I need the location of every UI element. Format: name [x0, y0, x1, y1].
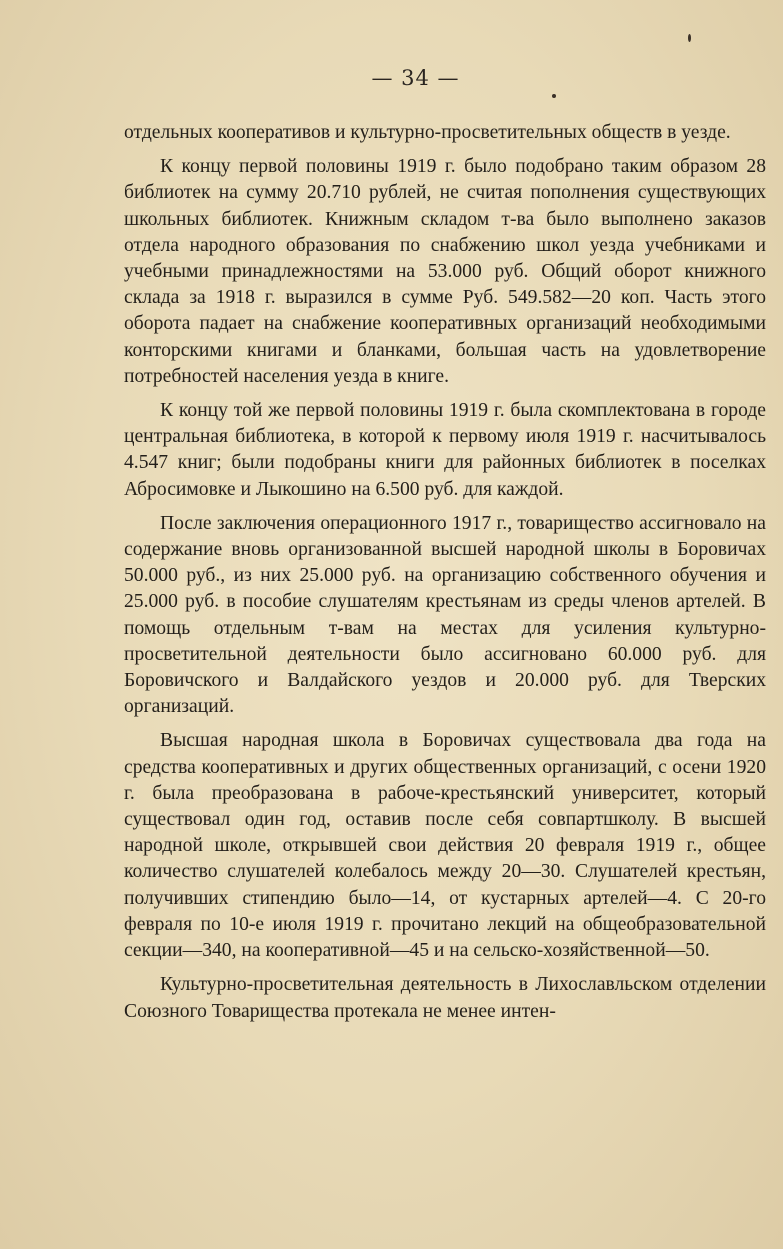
ink-speck	[688, 34, 691, 42]
paragraph: Культурно-просветительная деятельность в Лихославльском отделении Союзного Товарищества протекала не менее интен-	[124, 974, 766, 1022]
page-number: — 34 —	[371, 66, 460, 90]
body-text	[124, 120, 766, 1025]
paragraph: К концу той же первой половины 1919 г. была скомплектована в городе центральная библиотека, в которой к первому июля 1919 г. насчитывалось 4.547 книг; были подобраны книги для районных библиотек в поселках Абросимовке и Лыкошино на 6.500 руб. для каждой.	[124, 400, 766, 500]
paragraph: К концу первой половины 1919 г. было подобрано таким образом 28 библиотек на сумму 20.710 рублей, не считая пополнения существующих школьных библиотек. Книжным складом т-ва было выполнено заказов отдела народного образования по снабжению школ уезда учебниками и учебными принадлежностями на 53.000 руб. Общий оборот книжного склада за 1918 г. выразился в сумме Руб. 549.582—20 коп. Часть этого оборота падает на снабжение кооперативных организаций необходимыми конторскими книгами и бланками, большая часть на удовлетворение потребностей населения уезда в книге.	[124, 156, 766, 387]
ink-speck	[552, 94, 556, 98]
paragraph: Высшая народная школа в Боровичах существовала два года на средства кооперативных и других общественных организаций, с осени 1920 г. была преобразована в рабоче-крестьянский университет, который существовал один год, оставив после себя совпартшколу. В высшей народной школе, открывшей свои действия 20 февраля 1919 г., общее количество слушателей колебалось между 20—30. Слушателей крестьян, получивших стипендию было—14, от кустарных артелей—4. С 20-го февраля по 10-е июля 1919 г. прочитано лекций на общеобразовательной секции—340, на кооперативной—45 и на сельско-хозяйственной—50.	[124, 730, 766, 962]
paragraph: После заключения операционного 1917 г., товарищество ассигновало на содержание вновь организованной высшей народной школы в Боровичах 50.000 руб., из них 25.000 руб. на организацию собственного обучения и 25.000 руб. в пособие слушателям крестьянам из среды членов артелей. В помощь отдельным т-вам на местах для усиления культурно-просветительной деятельности было ассигновано 60.000 руб. для Боровичского и Валдайского уездов и 20.000 руб. для Тверских организаций.	[124, 512, 766, 718]
paragraph: отдельных кооперативов и культурно-просветительных обществ в уезде.	[124, 122, 731, 143]
